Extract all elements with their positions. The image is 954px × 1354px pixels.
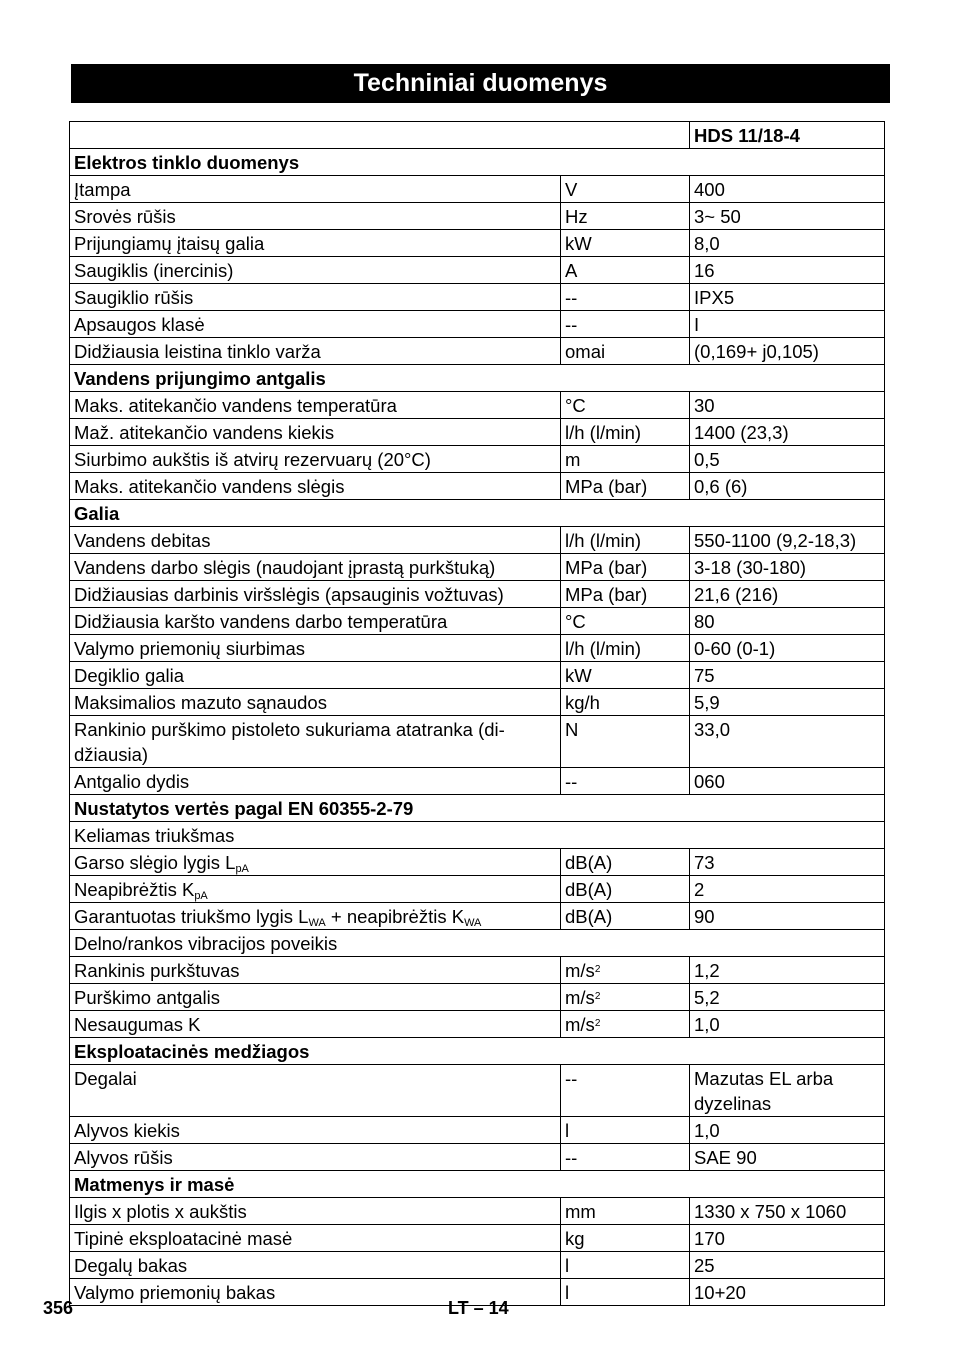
row-value: (0,169+ j0,105) — [690, 338, 885, 365]
row-unit: -- — [561, 284, 690, 311]
row-value: 33,0 — [690, 716, 885, 768]
table-row — [70, 957, 885, 984]
table-row — [70, 635, 885, 662]
table-row — [70, 903, 885, 930]
text-part: m/s — [565, 1014, 595, 1035]
section-header-row — [70, 500, 885, 527]
table-row — [70, 419, 885, 446]
row-value: 5,9 — [690, 689, 885, 716]
table-row — [70, 554, 885, 581]
table-row — [70, 608, 885, 635]
table-row — [70, 689, 885, 716]
row-label: Saugiklis (inercinis) — [70, 257, 561, 284]
row-unit: l — [561, 1117, 690, 1144]
page-title: Techniniai duomenys — [71, 64, 890, 103]
section-title: Elektros tinklo duomenys — [70, 149, 885, 176]
row-value: 90 — [690, 903, 885, 930]
row-label: Alyvos rūšis — [70, 1144, 561, 1171]
table-row — [70, 392, 885, 419]
row-unit: °C — [561, 608, 690, 635]
row-label: Valymo priemonių bakas — [70, 1279, 561, 1306]
row-unit: V — [561, 176, 690, 203]
row-label: Purškimo antgalis — [70, 984, 561, 1011]
row-value: 400 — [690, 176, 885, 203]
table-row — [70, 581, 885, 608]
row-value: 1330 x 750 x 1060 — [690, 1198, 885, 1225]
text-part: m/s — [565, 960, 595, 981]
row-unit: kW — [561, 662, 690, 689]
spec-table-body — [70, 122, 885, 1306]
row-unit: MPa (bar) — [561, 473, 690, 500]
row-value: 21,6 (216) — [690, 581, 885, 608]
table-row — [70, 662, 885, 689]
row-unit: l/h (l/min) — [561, 527, 690, 554]
row-unit: kg/h — [561, 689, 690, 716]
row-value: 10+20 — [690, 1279, 885, 1306]
text-part: Garantuotas triukšmo lygis L — [74, 906, 309, 927]
row-unit: l/h (l/min) — [561, 635, 690, 662]
row-value: I — [690, 311, 885, 338]
row-label: Maks. atitekančio vandens slėgis — [70, 473, 561, 500]
row-unit: l — [561, 1279, 690, 1306]
row-value — [690, 1065, 885, 1117]
subsection-title: Delno/rankos vibracijos poveikis — [70, 930, 885, 957]
row-unit: dB(A) — [561, 849, 690, 876]
row-label: Rankinis purkštuvas — [70, 957, 561, 984]
row-unit: l — [561, 1252, 690, 1279]
row-label: Valymo priemonių siurbimas — [70, 635, 561, 662]
table-row — [70, 1117, 885, 1144]
text-part: džiausia) — [74, 744, 149, 765]
subscript: pA — [235, 863, 249, 875]
row-label: Saugiklio rūšis — [70, 284, 561, 311]
row-value: 060 — [690, 768, 885, 795]
text-part: Rankinio purškimo pistoleto sukuriama atatranka (di- — [74, 719, 505, 740]
row-unit: N — [561, 716, 690, 768]
table-row — [70, 1144, 885, 1171]
table-row — [70, 257, 885, 284]
page-number: 356 — [43, 1298, 74, 1318]
header-row — [70, 122, 885, 149]
superscript: 2 — [594, 1018, 601, 1029]
spec-table — [69, 121, 885, 1306]
row-unit: m — [561, 446, 690, 473]
row-label: Degalai — [70, 1065, 561, 1117]
section-header-row — [70, 1038, 885, 1065]
section-title: Matmenys ir masė — [70, 1171, 885, 1198]
row-unit: °C — [561, 392, 690, 419]
model-cell: HDS 11/18-4 — [690, 122, 885, 149]
table-row — [70, 716, 885, 768]
row-label: Prijungiamų įtaisų galia — [70, 230, 561, 257]
row-label: Siurbimo aukštis iš atvirų rezervuarų (20°C) — [70, 446, 561, 473]
table-row — [70, 473, 885, 500]
text-part: dyzelinas — [694, 1093, 772, 1114]
section-title: Nustatytos vertės pagal EN 60355-2-79 — [70, 795, 885, 822]
row-value: 16 — [690, 257, 885, 284]
table-row — [70, 1065, 885, 1117]
row-unit: kW — [561, 230, 690, 257]
table-row — [70, 176, 885, 203]
row-unit: A — [561, 257, 690, 284]
subsection-title: Keliamas triukšmas — [70, 822, 885, 849]
row-label: Tipinė eksploatacinė masė — [70, 1225, 561, 1252]
row-label: Apsaugos klasė — [70, 311, 561, 338]
table-row — [70, 527, 885, 554]
section-title: Vandens prijungimo antgalis — [70, 365, 885, 392]
row-unit: MPa (bar) — [561, 581, 690, 608]
row-value: 170 — [690, 1225, 885, 1252]
row-value: 25 — [690, 1252, 885, 1279]
row-unit: -- — [561, 768, 690, 795]
row-value: 2 — [690, 876, 885, 903]
text-part: + neapibrėžtis K — [325, 906, 465, 927]
table-row — [70, 446, 885, 473]
table-row — [70, 1225, 885, 1252]
row-value: 8,0 — [690, 230, 885, 257]
table-row — [70, 984, 885, 1011]
table-row — [70, 203, 885, 230]
row-unit: -- — [561, 1065, 690, 1117]
row-unit: mm — [561, 1198, 690, 1225]
row-label: Įtampa — [70, 176, 561, 203]
text-part: Garso slėgio lygis L — [74, 852, 236, 873]
row-unit: -- — [561, 1144, 690, 1171]
row-label: Ilgis x plotis x aukštis — [70, 1198, 561, 1225]
section-title: Eksploatacinės medžiagos — [70, 1038, 885, 1065]
row-label: Vandens darbo slėgis (naudojant įprastą purkštuką) — [70, 554, 561, 581]
row-value: 0-60 (0-1) — [690, 635, 885, 662]
table-row — [70, 876, 885, 903]
header-empty-cell — [70, 122, 690, 149]
row-value: 80 — [690, 608, 885, 635]
row-unit — [561, 1011, 690, 1038]
language-page-label: LT – 14 — [448, 1298, 509, 1318]
row-label: Degiklio galia — [70, 662, 561, 689]
row-value: 0,5 — [690, 446, 885, 473]
row-value: 75 — [690, 662, 885, 689]
row-label: Maž. atitekančio vandens kiekis — [70, 419, 561, 446]
table-row — [70, 1198, 885, 1225]
section-header-row — [70, 149, 885, 176]
subscript: pA — [194, 890, 208, 902]
text-part: Neapibrėžtis K — [74, 879, 195, 900]
row-value: 3-18 (30-180) — [690, 554, 885, 581]
row-value: 30 — [690, 392, 885, 419]
row-unit: dB(A) — [561, 903, 690, 930]
subscript: WA — [464, 917, 482, 929]
row-unit: MPa (bar) — [561, 554, 690, 581]
row-unit: Hz — [561, 203, 690, 230]
table-row — [70, 338, 885, 365]
row-unit: l/h (l/min) — [561, 419, 690, 446]
row-unit — [561, 984, 690, 1011]
text-part: Mazutas EL arba — [694, 1068, 834, 1089]
row-value: 550-1100 (9,2-18,3) — [690, 527, 885, 554]
superscript: 2 — [594, 964, 601, 975]
row-unit: omai — [561, 338, 690, 365]
row-label — [70, 903, 561, 930]
row-label: Antgalio dydis — [70, 768, 561, 795]
superscript: 2 — [594, 991, 601, 1002]
row-label — [70, 849, 561, 876]
subheader-row — [70, 930, 885, 957]
row-value: 1,0 — [690, 1011, 885, 1038]
table-row — [70, 1252, 885, 1279]
table-row — [70, 1011, 885, 1038]
row-unit: kg — [561, 1225, 690, 1252]
row-value: SAE 90 — [690, 1144, 885, 1171]
row-label: Maks. atitekančio vandens temperatūra — [70, 392, 561, 419]
row-unit: -- — [561, 311, 690, 338]
text-part: m/s — [565, 987, 595, 1008]
row-label: Nesaugumas K — [70, 1011, 561, 1038]
row-value: 5,2 — [690, 984, 885, 1011]
row-value: 1,2 — [690, 957, 885, 984]
row-value: 3~ 50 — [690, 203, 885, 230]
section-header-row — [70, 1171, 885, 1198]
row-label: Didžiausia leistina tinklo varža — [70, 338, 561, 365]
table-row — [70, 768, 885, 795]
table-row — [70, 284, 885, 311]
row-unit — [561, 957, 690, 984]
row-label: Didžiausias darbinis viršslėgis (apsauginis vožtuvas) — [70, 581, 561, 608]
table-row — [70, 849, 885, 876]
row-value: 0,6 (6) — [690, 473, 885, 500]
row-label: Maksimalios mazuto sąnaudos — [70, 689, 561, 716]
row-value: 1400 (23,3) — [690, 419, 885, 446]
row-value: 73 — [690, 849, 885, 876]
row-label — [70, 876, 561, 903]
row-label: Degalų bakas — [70, 1252, 561, 1279]
row-value: 1,0 — [690, 1117, 885, 1144]
row-label: Srovės rūšis — [70, 203, 561, 230]
table-row — [70, 311, 885, 338]
section-header-row — [70, 365, 885, 392]
subheader-row — [70, 822, 885, 849]
row-unit: dB(A) — [561, 876, 690, 903]
row-label: Alyvos kiekis — [70, 1117, 561, 1144]
row-value: IPX5 — [690, 284, 885, 311]
section-header-row — [70, 795, 885, 822]
row-label — [70, 716, 561, 768]
row-label: Didžiausia karšto vandens darbo temperatūra — [70, 608, 561, 635]
subscript: WA — [308, 917, 326, 929]
section-title: Galia — [70, 500, 885, 527]
row-label: Vandens debitas — [70, 527, 561, 554]
table-row — [70, 230, 885, 257]
